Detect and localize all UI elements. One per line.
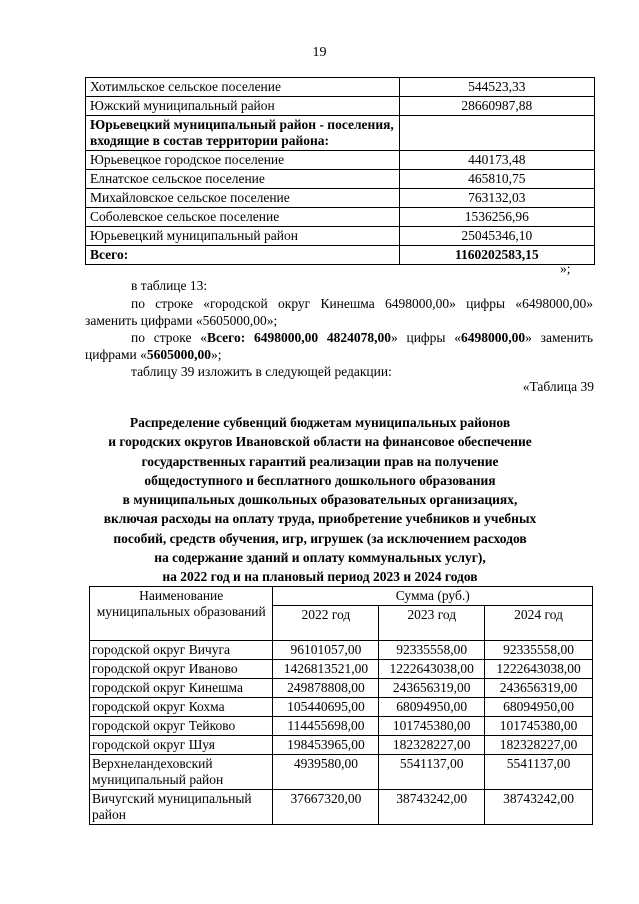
heading-line: государственных гарантий реализации прав на получение xyxy=(141,453,499,469)
row-value: 28660987,88 xyxy=(399,97,594,116)
table-row xyxy=(86,97,595,116)
table-row xyxy=(90,790,593,825)
paragraph-total-row xyxy=(85,329,593,363)
row-name: Хотимльское сельское поселение xyxy=(86,78,400,97)
row-name: городской округ Тейково xyxy=(90,717,273,736)
row-name: Михайловское сельское поселение xyxy=(86,189,400,208)
heading-line: пособий, средств обучения, игр, игрушек (за исключением расходов xyxy=(113,530,527,546)
row-value-2024: 1222643038,00 xyxy=(485,660,593,679)
row-value-2022: 96101057,00 xyxy=(273,641,379,660)
header-sum: Сумма (руб.) xyxy=(273,587,593,606)
header-name: Наименование муниципальных образований xyxy=(90,587,273,641)
table-row xyxy=(90,698,593,717)
row-name: Всего: xyxy=(86,246,400,265)
row-value: 1160202583,15 xyxy=(399,246,594,265)
row-value: 1536256,96 xyxy=(399,208,594,227)
row-value-2024: 5541137,00 xyxy=(485,755,593,790)
row-value-2024: 68094950,00 xyxy=(485,698,593,717)
table-row xyxy=(86,227,595,246)
table-row xyxy=(86,170,595,189)
row-value-2024: 92335558,00 xyxy=(485,641,593,660)
row-name: Юрьевецкий муниципальный район xyxy=(86,227,400,246)
row-name: Юрьевецкое городское поселение xyxy=(86,151,400,170)
page-number: 19 xyxy=(312,45,327,60)
row-value-2023: 68094950,00 xyxy=(379,698,485,717)
row-value-2022: 37667320,00 xyxy=(273,790,379,825)
heading-line: на содержание зданий и оплату коммунальных услуг), xyxy=(154,550,486,566)
row-value: 25045346,10 xyxy=(399,227,594,246)
text-fragment: » цифры « xyxy=(390,330,461,345)
header-year: 2023 год xyxy=(379,606,485,641)
row-name: Юрьевецкий муниципальный район - поселения, входящие в состав территории района: xyxy=(86,116,400,151)
subvention-table xyxy=(89,586,593,825)
text-fragment: »; xyxy=(210,347,222,362)
row-value: 440173,48 xyxy=(399,151,594,170)
bold-fragment: 6498000,00 xyxy=(461,330,526,345)
heading-line: на 2022 год и на плановый период 2023 и 2024 годов xyxy=(162,569,478,585)
row-value-2024: 101745380,00 xyxy=(485,717,593,736)
row-value: 763132,03 xyxy=(399,189,594,208)
row-value-2023: 92335558,00 xyxy=(379,641,485,660)
closing-quote: »; xyxy=(560,261,571,276)
row-name: Елнатское сельское поселение xyxy=(86,170,400,189)
row-value: 544523,33 xyxy=(399,78,594,97)
heading-line: Распределение субвенций бюджетам муниципальных районов xyxy=(129,415,511,430)
text-fragment: по строке « xyxy=(131,330,208,345)
row-value-2024: 182328227,00 xyxy=(485,736,593,755)
row-name: городской округ Шуя xyxy=(90,736,273,755)
row-value: 465810,75 xyxy=(399,170,594,189)
row-name: Верхнеландеховский муниципальный район xyxy=(90,755,273,790)
table-row-section-header xyxy=(86,116,595,151)
row-value-2023: 38743242,00 xyxy=(379,790,485,825)
table-row xyxy=(86,189,595,208)
paragraph-table13: в таблице 13: xyxy=(131,278,208,293)
row-name: Южский муниципальный район xyxy=(86,97,400,116)
row-value-2023: 182328227,00 xyxy=(379,736,485,755)
row-name: Соболевское сельское поселение xyxy=(86,208,400,227)
table-row xyxy=(90,679,593,698)
row-value-2024: 243656319,00 xyxy=(485,679,593,698)
table-row xyxy=(90,717,593,736)
heading-line: общедоступного и бесплатного дошкольного образования xyxy=(144,472,496,488)
text-fragment: » заменить цифрами « xyxy=(85,330,593,362)
header-year: 2024 год xyxy=(485,606,593,641)
row-value xyxy=(399,116,594,151)
row-value-2023: 101745380,00 xyxy=(379,717,485,736)
row-value-2022: 105440695,00 xyxy=(273,698,379,717)
row-value-2022: 114455698,00 xyxy=(273,717,379,736)
table-row xyxy=(86,208,595,227)
paragraph-kineshma-row: по строке «городской округ Кинешма 6498000,00» цифры «6498000,00» заменить цифрами «5605000,00»; xyxy=(85,296,593,328)
row-value-2022: 4939580,00 xyxy=(273,755,379,790)
table-row xyxy=(90,660,593,679)
row-name: городской округ Вичуга xyxy=(90,641,273,660)
table-label: «Таблица 39 xyxy=(522,379,594,394)
bold-fragment: Всего: 6498000,00 4824078,00 xyxy=(207,330,391,345)
row-value-2022: 1426813521,00 xyxy=(273,660,379,679)
table-row xyxy=(90,736,593,755)
paragraph-table39: таблицу 39 изложить в следующей редакции: xyxy=(131,364,392,379)
table-row xyxy=(86,151,595,170)
row-value-2022: 249878808,00 xyxy=(273,679,379,698)
top-summary-table xyxy=(85,77,595,265)
row-name: городской округ Кохма xyxy=(90,698,273,717)
row-name: Вичугский муниципальный район xyxy=(90,790,273,825)
header-year: 2022 год xyxy=(273,606,379,641)
table-row-total xyxy=(86,246,595,265)
table-heading xyxy=(75,413,565,587)
table-header-row xyxy=(90,587,593,606)
heading-line: в муниципальных дошкольных образовательных организациях, xyxy=(122,492,518,508)
row-value-2023: 243656319,00 xyxy=(379,679,485,698)
heading-line: включая расходы на оплату труда, приобретение учебников и учебных xyxy=(103,511,537,527)
row-name: городской округ Иваново xyxy=(90,660,273,679)
row-value-2023: 5541137,00 xyxy=(379,755,485,790)
table-row xyxy=(90,755,593,790)
table-row xyxy=(90,641,593,660)
heading-line: и городских округов Ивановской области на финансовое обеспечение xyxy=(108,434,532,450)
bold-fragment: 5605000,00 xyxy=(146,347,211,362)
row-value-2022: 198453965,00 xyxy=(273,736,379,755)
table-row xyxy=(86,78,595,97)
row-name: городской округ Кинешма xyxy=(90,679,273,698)
row-value-2024: 38743242,00 xyxy=(485,790,593,825)
row-value-2023: 1222643038,00 xyxy=(379,660,485,679)
